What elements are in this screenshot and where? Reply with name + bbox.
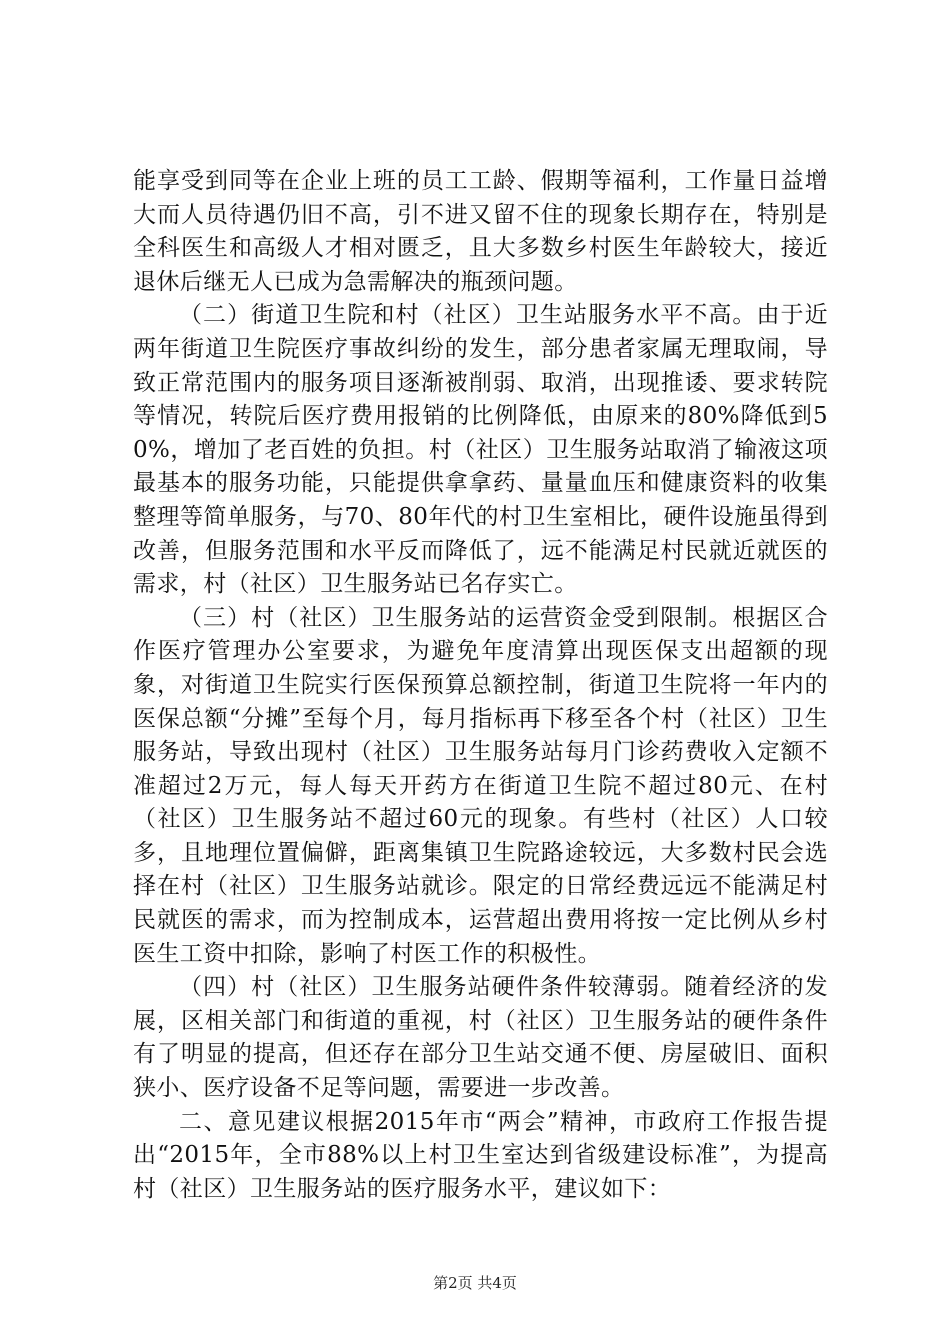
paragraph-hardware: （四）村（社区）卫生服务站硬件条件较薄弱。随着经济的发展，区相关部门和街道的重视，村（社区）卫生服务站的硬件条件有了明显的提高，但还存在部分卫生站交通不便、房屋破旧、面积狭小、医疗设备不足等问题，需要进一步改善。 (133, 974, 828, 1102)
document-body (133, 165, 828, 1206)
paragraph-service-level: （二）街道卫生院和村（社区）卫生站服务水平不高。由于近两年街道卫生院医疗事故纠纷的发生，部分患者家属无理取闹，导致正常范围内的服务项目逐渐被削弱、取消，出现推诿、要求转院等情况，转院后医疗费用报销的比例降低，由原来的80%降低到50%，增加了老百姓的负担。村（社区）卫生服务站取消了输液这项最基本的服务功能，只能提供拿拿药、量量血压和健康资料的收集整理等简单服务，与70、80年代的村卫生室相比，硬件设施虽得到改善，但服务范围和水平反而降低了，远不能满足村民就近就医的需求，村（社区）卫生服务站已名存实亡。 (133, 302, 828, 598)
page-footer: 第2页 共4页 (433, 1274, 517, 1292)
paragraph-continuation: 能享受到同等在企业上班的员工工龄、假期等福利，工作量日益增大而人员待遇仍旧不高，引不进又留不住的现象长期存在，特别是全科医生和高级人才相对匮乏，且大多数乡村医生年龄较大，接近退休后继无人已成为急需解决的瓶颈问题。 (133, 168, 828, 295)
paragraph-suggestions: 二、意见建议根据2015年市“两会”精神，市政府工作报告提出“2015年，全市88%以上村卫生室达到省级建设标准”，为提高村（社区）卫生服务站的医疗服务水平，建议如下： (133, 1108, 828, 1202)
paragraph-operating-funds: （三）村（社区）卫生服务站的运营资金受到限制。根据区合作医疗管理办公室要求，为避免年度清算出现医保支出超额的现象，对街道卫生院实行医保预算总额控制，街道卫生院将一年内的医保总额“分摊”至每个月，每月指标再下移至各个村（社区）卫生服务站，导致出现村（社区）卫生服务站每月门诊药费收入定额不准超过2万元，每人每天开药方在街道卫生院不超过80元、在村（社区）卫生服务站不超过60元的现象。有些村（社区）人口较多，且地理位置偏僻，距离集镇卫生院路途较远，大多数村民会选择在村（社区）卫生服务站就诊。限定的日常经费远远不能满足村民就医的需求，而为控制成本，运营超出费用将按一定比例从乡村医生工资中扣除，影响了村医工作的积极性。 (133, 604, 828, 967)
